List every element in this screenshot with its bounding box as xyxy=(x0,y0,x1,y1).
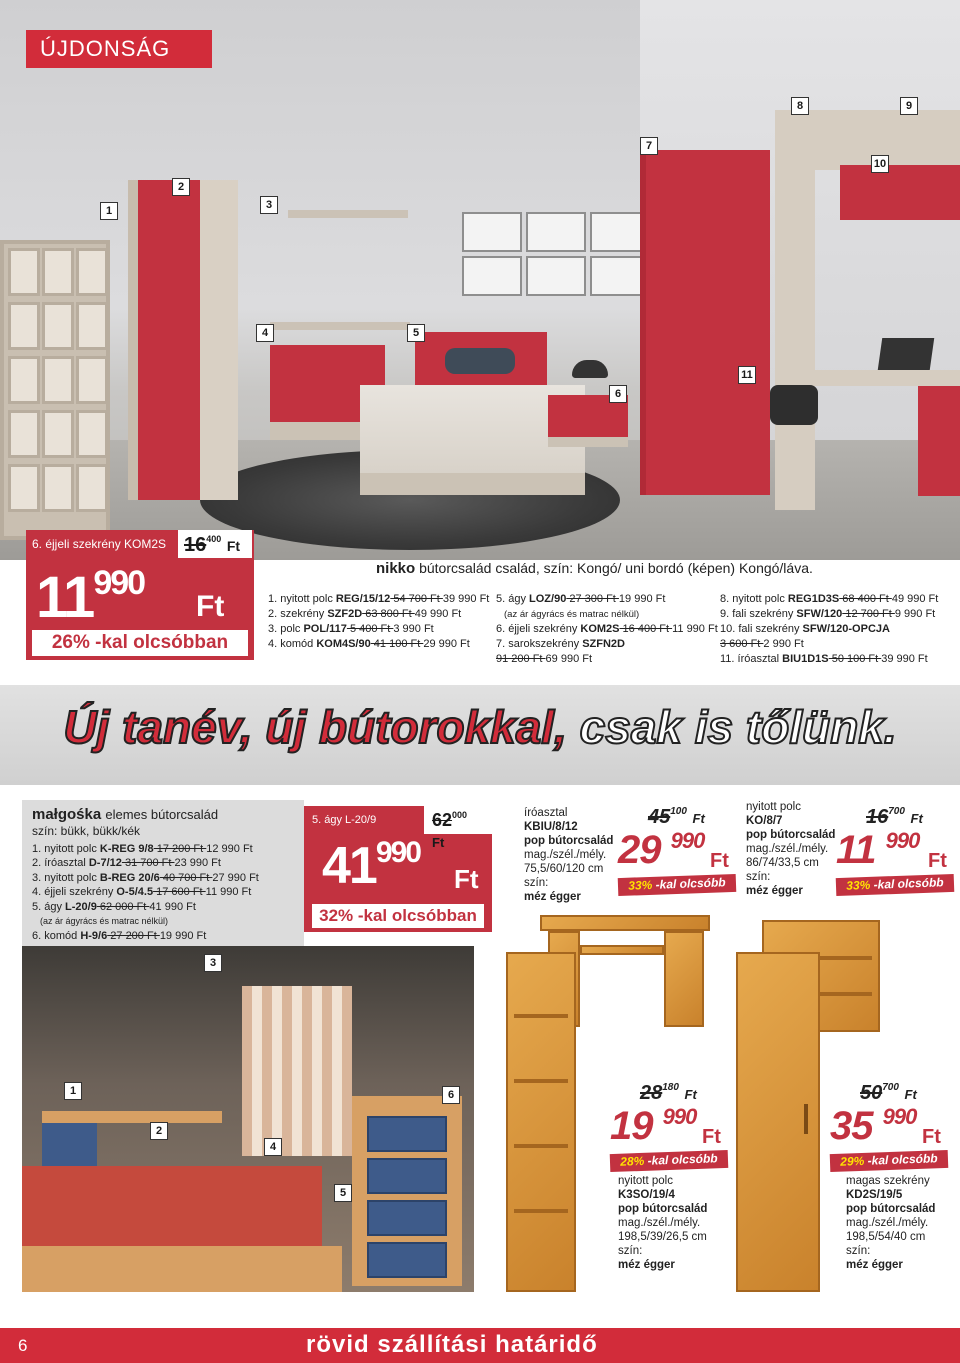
hero-photo xyxy=(0,0,960,560)
old-price: $16^{700}$ Ft xyxy=(866,806,923,828)
nikko-title: nikko bútorcsalád család, szín: Kongó/ uni bordó (képen) Kongó/láva. xyxy=(376,560,813,577)
desk xyxy=(815,370,960,386)
bed-old-price: $62^{000}$ Ft xyxy=(424,806,492,834)
kom2s-price: $11^{990}$ xyxy=(36,564,145,630)
office-chair xyxy=(770,385,818,425)
kbiu-price-tag: $45^{100}$ Ft 29 $^{990}$ Ft 33% -kal olcsóbb xyxy=(618,806,738,906)
list-item: 4. éjjeli szekrény O-5/4.5 17 600 Ft 11 990 Ft xyxy=(32,886,252,898)
marker-10: 10 xyxy=(871,155,889,173)
kd2s-desc: magas szekrény KD2S/19/5 pop bútorcsalád mag./szél./mély. 198,5/54/40 cm szín: méz égger xyxy=(846,1175,936,1271)
tall-shelf-image xyxy=(506,952,576,1292)
discount-badge: 33% -kal olcsóbb xyxy=(836,874,955,896)
list-item: 5. ágy L-20/9 62 000 Ft 41 990 Ft xyxy=(32,900,196,913)
tall-wardrobe-image xyxy=(736,952,820,1292)
desk-image xyxy=(540,915,710,931)
ko87-desc: nyitott polc KO/8/7 pop bútorcsalád mag./szél./mély. 86/74/33,5 cm szín: méz égger xyxy=(746,801,836,897)
kids-room-photo xyxy=(22,946,474,1292)
new-price: 19 $^{990}$ xyxy=(610,1104,697,1148)
old-price: $45^{100}$ Ft xyxy=(648,806,705,828)
list-item: 2. íróasztal D-7/12 31 700 Ft 23 990 Ft xyxy=(32,857,221,869)
marker-7: 7 xyxy=(640,137,658,155)
list-item: 7. sarokszekrény SZFN2D xyxy=(496,638,625,650)
list-item: 4. komód KOM4S/90 41 100 Ft 29 990 Ft xyxy=(268,638,470,650)
marker-1: 1 xyxy=(64,1082,82,1100)
wall-shelf xyxy=(288,210,408,218)
kd2s-price-tag: $50^{700}$ Ft 35 $^{990}$ Ft 29% -kal olcsóbb xyxy=(830,1082,950,1182)
list-item: 91 200 Ft 69 990 Ft xyxy=(496,653,593,665)
bed-discount: 32% -kal olcsóbban xyxy=(312,904,484,928)
discount-badge: 33% -kal olcsóbb xyxy=(618,874,737,896)
list-item: 5. ágy LOZ/90 27 300 Ft 19 990 Ft xyxy=(496,593,666,605)
bed-label: 5. ágy L-20/9 xyxy=(312,814,377,826)
k3so-price-tag: $28^{180}$ Ft 19 $^{990}$ Ft 28% -kal olcsóbb xyxy=(610,1082,730,1182)
marker-11: 11 xyxy=(738,366,756,384)
malgoska-box: małgośka elemes bútorcsalád szín: bükk, bükk/kék 1. nyitott polc K-REG 9/8 17 200 Ft 12 990 Ft 2. íróasztal D-7/12 31 700 Ft 23 990 Ft 3. nyitott polc B-REG 20/6 40 700 Ft 27 990 Ft 4. éjjeli szekrény O-5/4.5 17 600 Ft 11 990 Ft 5. ágy L-20/9 62 000 Ft 41 990 Ft (az ár ágyrács és matrac nélkül) 6. komód H-9/6 27 200 Ft 19 990 Ft xyxy=(22,800,304,948)
marker-1: 1 xyxy=(100,202,118,220)
new-price: 29 $^{990}$ xyxy=(618,828,705,872)
marker-4: 4 xyxy=(256,324,274,342)
marker-5: 5 xyxy=(334,1184,352,1202)
nikko-list-col2 xyxy=(496,592,718,667)
footer-bar xyxy=(0,1328,960,1363)
marker-6: 6 xyxy=(442,1086,460,1104)
marker-9: 9 xyxy=(900,97,918,115)
kbiu-desc: íróasztal KBIU/8/12 pop bútorcsalád mag./szél./mély. 75,5/60/120 cm szín: méz égger xyxy=(524,807,614,903)
kom2s-old-price: $16^{400}$ Ft xyxy=(178,530,252,560)
kom2s-price-box: 6. éjjeli szekrény KOM2S $16^{400}$ Ft $11^{990}$ Ft 26% -kal olcsóbban xyxy=(26,530,254,660)
bed-price-box: 5. ágy L-20/9 $62^{000}$ Ft $41^{990}$ Ft 32% -kal olcsóbban xyxy=(304,806,492,932)
new-price: 35 $^{990}$ xyxy=(830,1104,917,1148)
discount-badge: 29% -kal olcsóbb xyxy=(830,1150,949,1172)
old-price: $28^{180}$ Ft xyxy=(640,1082,697,1104)
malgoska-color: szín: bükk, bükk/kék xyxy=(32,824,141,838)
marker-2: 2 xyxy=(172,178,190,196)
wall-cabinet xyxy=(840,165,960,220)
open-shelf xyxy=(0,240,110,540)
kom2s-discount: 26% -kal olcsóbban xyxy=(32,630,248,656)
footer-slogan: rövid szállítási határidő xyxy=(306,1331,598,1358)
bed-price: $41^{990}$ xyxy=(322,836,420,895)
list-item: 2. szekrény SZF2D 63 800 Ft 49 990 Ft xyxy=(268,608,462,620)
slogan: Új tanév, új bútorokkal, csak is tőlünk. xyxy=(63,701,897,753)
k3so-desc: nyitott polc K3SO/19/4 pop bútorcsalád mag./szél./mély. 198,5/39/26,5 cm szín: méz égger xyxy=(618,1175,708,1271)
list-item: 3. polc POL/117 5 400 Ft 3 990 Ft xyxy=(268,623,434,635)
list-item: 9. fali szekrény SFW/120 12 700 Ft 9 990 Ft xyxy=(720,608,936,620)
list-item: 3 600 Ft 2 990 Ft xyxy=(720,638,804,650)
marker-8: 8 xyxy=(791,97,809,115)
list-note: (az ár ágyrács és matrac nélkül) xyxy=(504,609,640,620)
nikko-list-col1 xyxy=(268,592,489,652)
marker-6: 6 xyxy=(609,385,627,403)
kom2s-label: 6. éjjeli szekrény KOM2S xyxy=(26,530,254,558)
list-item: 3. nyitott polc B-REG 20/6 40 700 Ft 27 990 Ft xyxy=(32,871,259,884)
list-item: 11. íróasztal BIU1D1S 50 100 Ft 39 990 Ft xyxy=(720,653,928,665)
nikko-list-col3 xyxy=(720,592,938,667)
list-item: 1. nyitott polc REG/15/12 54 700 Ft 39 990 Ft xyxy=(268,593,490,605)
list-item: 8. nyitott polc REG1D3S 68 400 Ft 49 990 Ft xyxy=(720,593,939,605)
marker-3: 3 xyxy=(260,196,278,214)
wardrobe xyxy=(128,180,203,500)
laptop xyxy=(878,338,934,370)
marker-4: 4 xyxy=(264,1138,282,1156)
discount-badge: 28% -kal olcsóbb xyxy=(610,1150,729,1172)
new-badge: ÚJDONSÁG xyxy=(26,30,212,68)
list-item: 6. éjjeli szekrény KOM2S 16 400 Ft 11 990 Ft xyxy=(496,623,718,635)
wall-pictures xyxy=(462,212,642,292)
list-item: 6. komód H-9/6 27 200 Ft 19 990 Ft xyxy=(32,929,207,942)
lamp xyxy=(572,360,608,378)
page-number: 6 xyxy=(18,1336,28,1355)
marker-5: 5 xyxy=(407,324,425,342)
list-item: 1. nyitott polc K-REG 9/8 17 200 Ft 12 990 Ft xyxy=(32,842,253,855)
old-price: $50^{700}$ Ft xyxy=(860,1082,917,1104)
new-price: 11 $^{990}$ xyxy=(836,828,920,872)
list-item: 10. fali szekrény SFW/120-OPCJA xyxy=(720,623,890,635)
ko87-price-tag: $16^{700}$ Ft 11 $^{990}$ Ft 33% -kal olcsóbb xyxy=(836,806,956,906)
marker-3: 3 xyxy=(204,954,222,972)
list-note: (az ár ágyrács és matrac nélkül) xyxy=(40,916,169,926)
corner-wardrobe xyxy=(640,150,770,495)
marker-2: 2 xyxy=(150,1122,168,1140)
